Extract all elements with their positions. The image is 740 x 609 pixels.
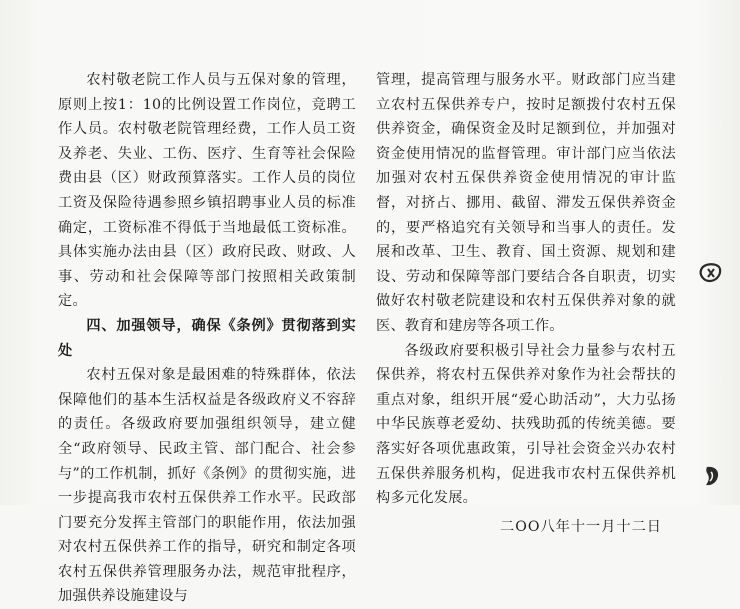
binding-hole-mark-icon — [699, 262, 723, 284]
left-text-column — [58, 68, 356, 609]
section-heading-four: 四、加强领导，确保《条例》贯彻落到实处 — [58, 317, 356, 359]
right-text-column — [376, 68, 676, 539]
paragraph-department-duties: 管理，提高管理与服务水平。财政部门应当建立农村五保供养专户，按时足额拨付农村五保供养资金，确保资金及时足额到位，并加强对资金使用情况的监督管理。审计部门应当依法加强对农村五保供养资金使用情况的审计监督，对挤占、挪用、截留、滞发五保供养资金的，要严格追究有关领导和当事人的责任。发展和改革、卫生、教育、国土资源、规划和建设、劳动和保障等部门要结合各自职责，切实做好农村敬老院建设和农村五保供养对象的就医、教育和建房等各项工作。 — [376, 72, 676, 334]
document-date: 二ОО八年十一月十二日 — [500, 518, 662, 535]
paragraph-social-participation: 各级政府要积极引导社会力量参与农村五保供养，将农村五保供养对象作为社会帮扶的重点对象，组织开展“爱心助活动”，大力弘扬中华民族尊老爱幼、扶残助孤的传统美德。要落实好各项优惠政策，引导社会资金兴办农村五保供养服务机构，促进我市农村五保供养机构多元化发展。 — [376, 342, 676, 507]
paragraph-staff-management: 农村敬老院工作人员与五保对象的管理，原则上按1：10的比例设置工作岗位，竞聘工作人员。农村敬老院管理经费，工作人员工资及养老、失业、工伤、医疗、生育等社会保险费由县（区）财政预算落实。工作人员的岗位工资及保险待遇参照乡镇招聘事业人员的标准确定，工资标准不得低于当地最低工资标准。具体实施办法由县（区）政府民政、财政、人事、劳动和社会保障等部门按照相关政策制定。 — [58, 72, 356, 310]
binding-hole-mark-icon — [702, 464, 722, 488]
paragraph-government-responsibility: 农村五保对象是最困难的特殊群体，依法保障他们的基本生活权益是各级政府义不容辞的责任。各级政府要加强组织领导，建立健全“政府领导、民政主管、部门配合、社会参与”的工作机制，抓好《条例》的贯彻实施，进一步提高我市农村五保供养工作水平。民政部门要充分发挥主管部门的职能作用，依法加强对农村五保供养工作的指导，研究和制定各项农村五保供养管理服务办法，规范审批程序，加强供养设施建设与 — [58, 367, 356, 605]
